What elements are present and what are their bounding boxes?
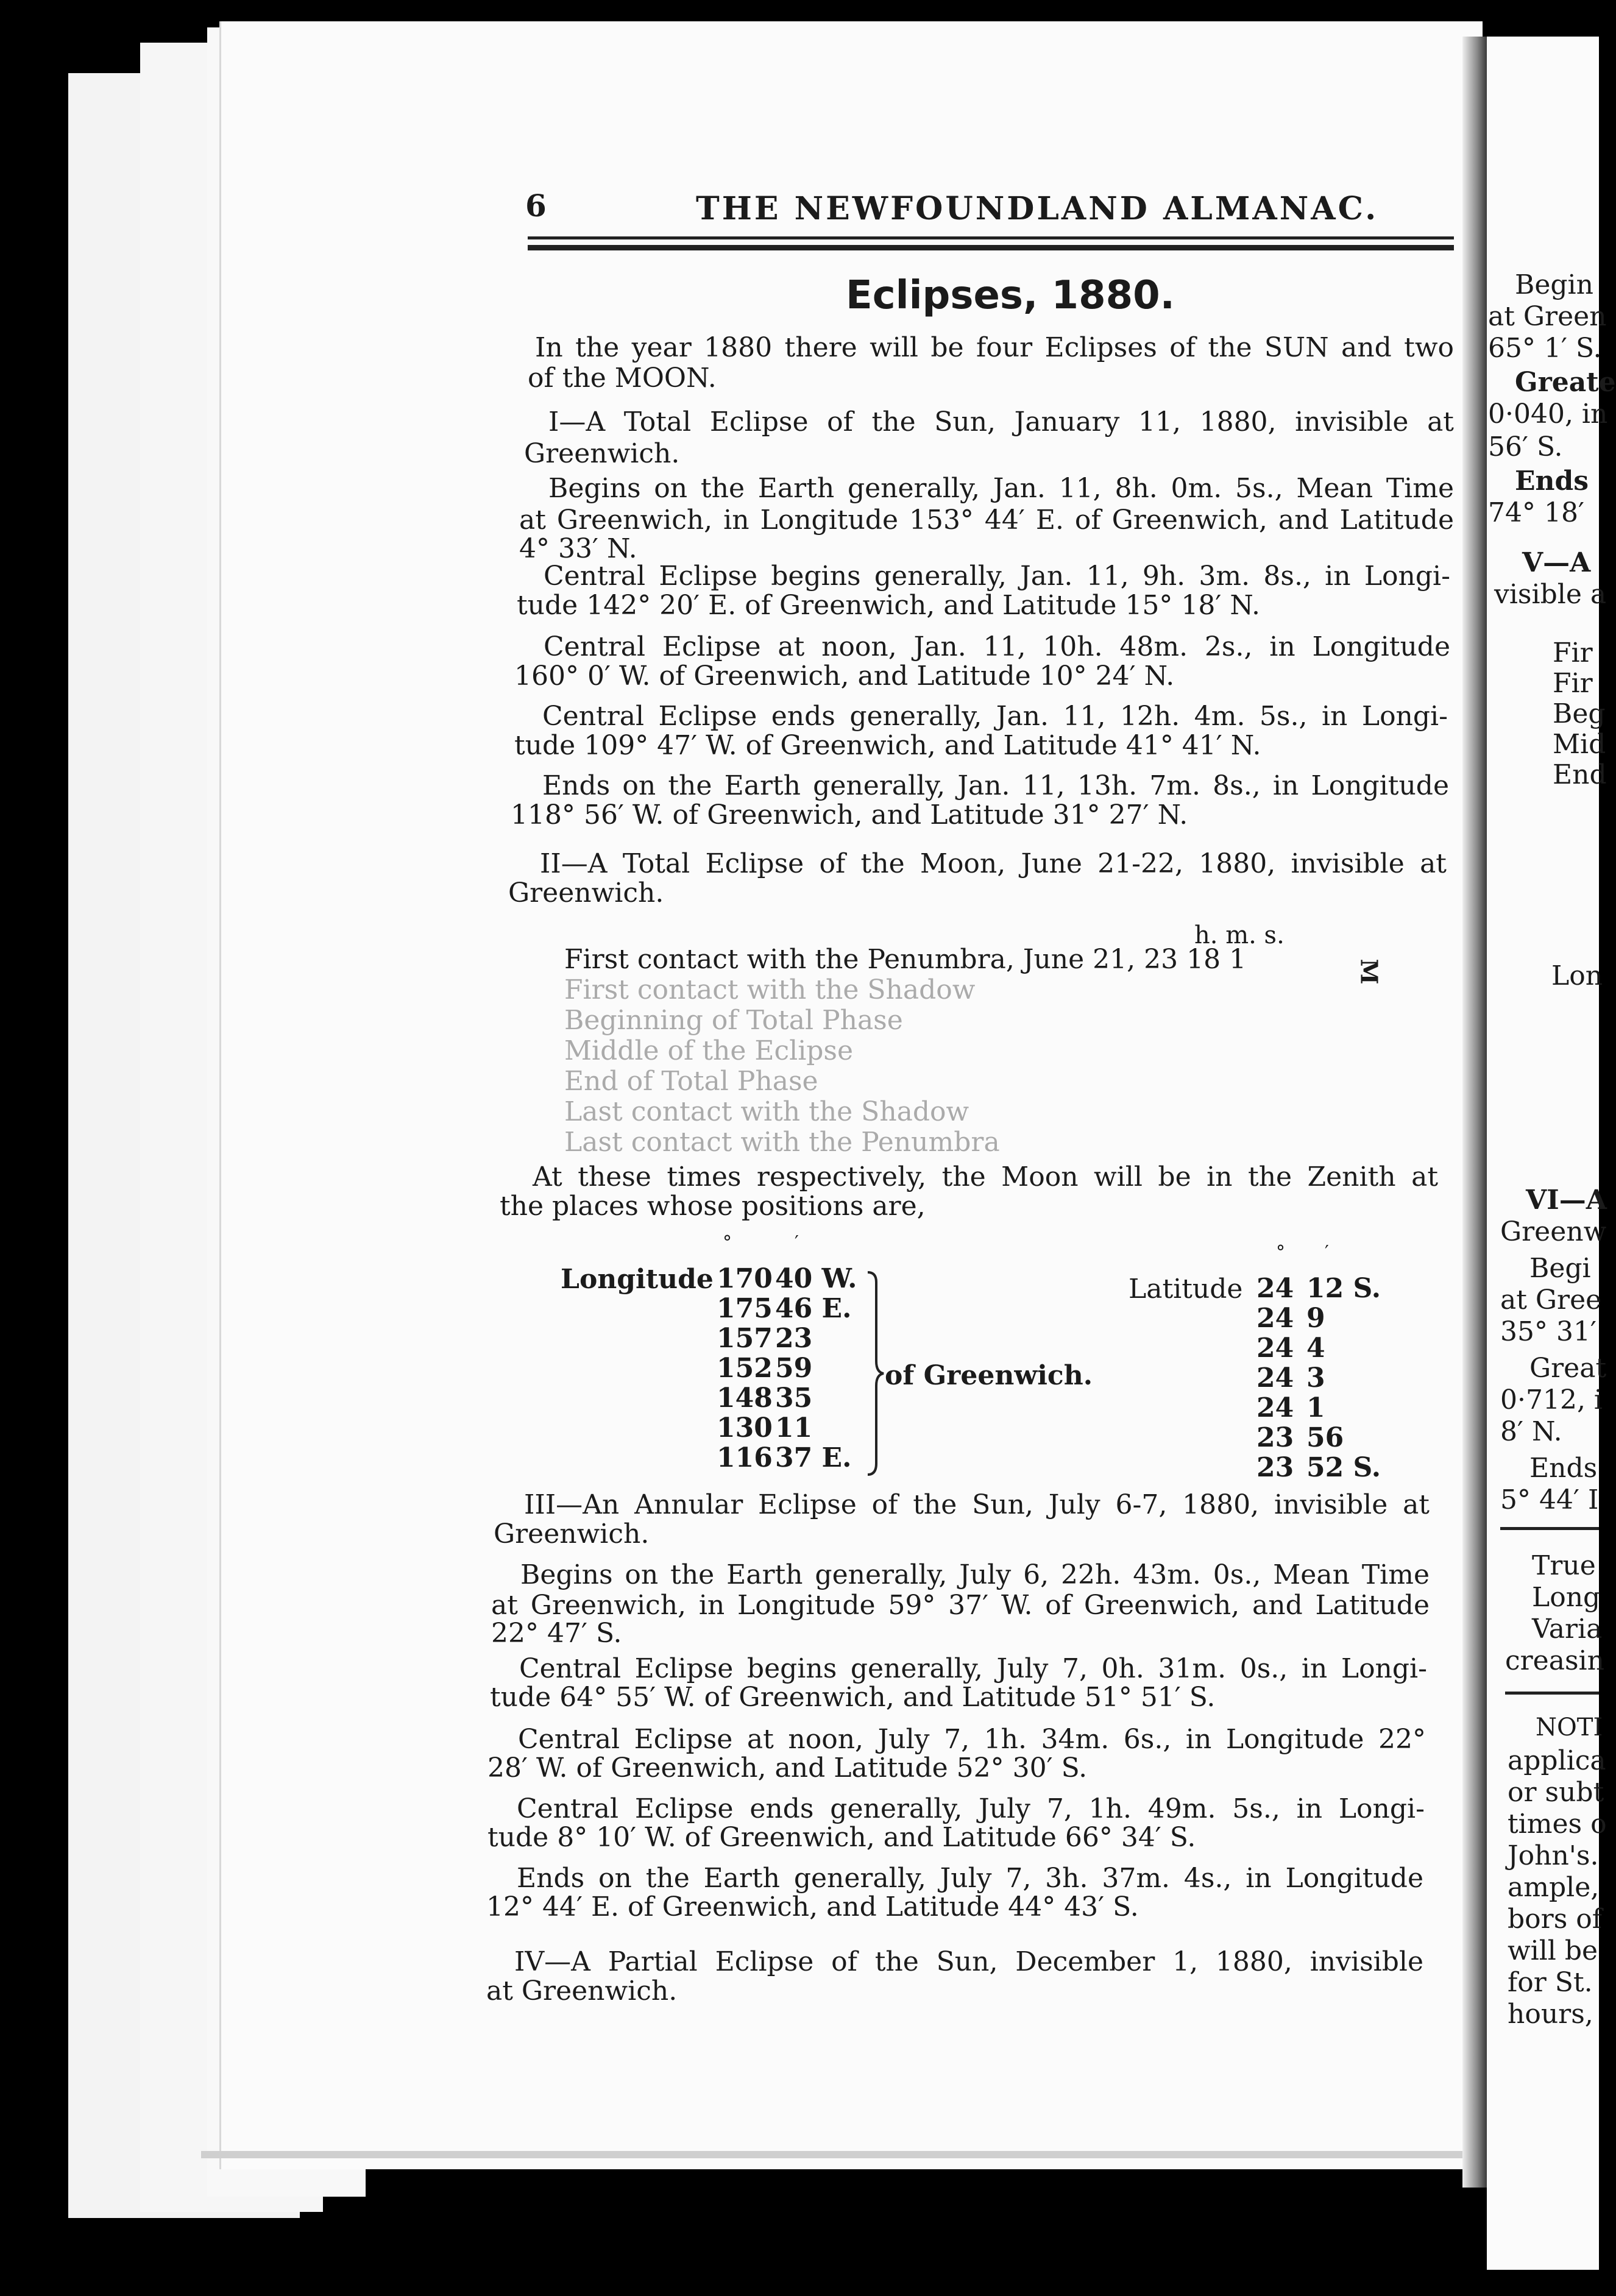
text-line: the places whose positions are,	[500, 1191, 926, 1222]
text-line: Central Eclipse at noon, Jan. 11, 10h. 48m. 2s., in Longitude	[544, 631, 1450, 662]
minute-symbol: ′	[1325, 1242, 1329, 1263]
latitude-degrees	[1256, 1273, 1294, 1483]
eclipse-3-central-begins	[490, 1654, 1427, 1711]
page-bottom-edge	[201, 2151, 1487, 2158]
text-line: 4° 33′ N.	[519, 533, 637, 564]
facing-text: 0·040, in	[1488, 399, 1608, 430]
text-line: Ends on the Earth generally, Jan. 11, 13h. 7m. 8s., in Longitude	[542, 770, 1449, 801]
longitude-degrees	[717, 1263, 773, 1473]
table-cell: 40 W.	[775, 1263, 857, 1294]
table-cell: 170	[717, 1263, 773, 1294]
eclipse-3-begins	[491, 1559, 1430, 1649]
facing-text: 56′ S.	[1488, 431, 1563, 462]
facing-text: Beg	[1553, 698, 1606, 729]
contact-row: Last contact with the Penumbra	[564, 1127, 1000, 1158]
facing-text: 74° 18′	[1488, 497, 1584, 528]
page-title: Eclipses, 1880.	[846, 273, 1175, 318]
table-cell: 52 S.	[1306, 1452, 1381, 1483]
text-line: Central Eclipse ends generally, July 7, 1h. 49m. 5s., in Longi-	[517, 1793, 1425, 1824]
text-line: tude 142° 20′ E. of Greenwich, and Latitude 15° 18′ N.	[517, 590, 1261, 621]
minute-symbol: ′	[795, 1232, 799, 1253]
eclipse-3-ends	[486, 1863, 1423, 1921]
text-line: Greenwich.	[494, 1518, 650, 1550]
facing-text: creasin	[1505, 1645, 1604, 1676]
facing-text: or subt	[1508, 1777, 1604, 1808]
contact-row: Last contact with the Shadow	[564, 1096, 969, 1127]
table-cell: 148	[717, 1383, 773, 1414]
facing-text: Lon	[1551, 960, 1603, 991]
contact-row: Beginning of Total Phase	[564, 1005, 903, 1036]
eclipse-1-begins	[519, 473, 1454, 562]
table-cell: 9	[1306, 1303, 1325, 1334]
text-line: Begins on the Earth generally, July 6, 22h. 43m. 0s., Mean Time	[520, 1559, 1430, 1590]
contact-row: End of Total Phase	[564, 1066, 818, 1097]
facing-text: Ends	[1529, 1453, 1598, 1484]
contact-row: First contact with the Penumbra, June 21, 23 18 1	[564, 944, 1247, 975]
eclipse-1-central-ends	[514, 701, 1448, 759]
section-rule	[1500, 1527, 1599, 1530]
text-line: tude 8° 10′ W. of Greenwich, and Latitude 66° 34′ S.	[487, 1822, 1196, 1853]
table-cell: 1	[1306, 1392, 1325, 1423]
text-line: Central Eclipse begins generally, July 7, 0h. 31m. 0s., in Longi-	[519, 1653, 1427, 1684]
table-cell: 3	[1306, 1362, 1325, 1394]
text-line: 12° 44′ E. of Greenwich, and Latitude 44° 43′ S.	[486, 1891, 1139, 1922]
table-cell: 59	[775, 1353, 813, 1384]
facing-text: ample,	[1508, 1872, 1600, 1903]
contact-row: Middle of the Eclipse	[564, 1035, 854, 1066]
text-line: Central Eclipse begins generally, Jan. 11, 9h. 3m. 8s., in Longi-	[544, 561, 1450, 592]
margin-mark: M	[1355, 958, 1383, 985]
eclipse-4-heading	[486, 1946, 1423, 2005]
facing-text: for St.	[1508, 1967, 1593, 1998]
eclipse-3-heading	[494, 1489, 1430, 1548]
text-line: at Greenwich, in Longitude 59° 37′ W. of Greenwich, and Latitude	[491, 1590, 1430, 1621]
eclipse-1-central-begins	[517, 561, 1450, 619]
facing-text: 8′ N.	[1500, 1416, 1562, 1447]
degree-symbol: °	[1276, 1242, 1285, 1263]
text-line: In the year 1880 there will be four Eclipses of the SUN and two	[535, 332, 1454, 363]
table-cell: 175	[717, 1293, 773, 1324]
facing-text: will be	[1508, 1935, 1598, 1966]
facing-text: Begin	[1515, 269, 1593, 300]
text-line: I—A Total Eclipse of the Sun, January 11, 1880, invisible at	[548, 406, 1454, 438]
text-line: 28′ W. of Greenwich, and Latitude 52° 30′ S.	[487, 1752, 1088, 1784]
eclipse-1-heading	[524, 405, 1454, 468]
facing-text: hours,	[1508, 1999, 1593, 2030]
eclipse-3-central-noon	[487, 1724, 1426, 1782]
text-line: IV—A Partial Eclipse of the Sun, December 1, 1880, invisible	[514, 1946, 1423, 1977]
table-cell: 24	[1256, 1392, 1294, 1423]
brace	[863, 1270, 887, 1477]
zenith-paragraph	[500, 1161, 1438, 1220]
longitude-minutes	[775, 1264, 857, 1473]
table-cell: 24	[1256, 1273, 1294, 1304]
table-cell: 37 E.	[775, 1442, 852, 1473]
contact-row: First contact with the Shadow	[564, 974, 976, 1005]
facing-text: 35° 31′	[1500, 1316, 1597, 1347]
table-cell: 56	[1306, 1422, 1344, 1453]
of-greenwich-label: of Greenwich.	[885, 1360, 1093, 1391]
facing-text: Great	[1529, 1353, 1607, 1384]
facing-text: End	[1553, 759, 1607, 790]
latitude-minutes	[1306, 1274, 1381, 1483]
text-line: 22° 47′ S.	[491, 1618, 622, 1649]
facing-text: at Green	[1488, 301, 1607, 332]
running-title: THE NEWFOUNDLAND ALMANAC.	[696, 190, 1379, 227]
section-rule	[1505, 1692, 1599, 1695]
facing-text: visible a	[1494, 579, 1607, 610]
table-cell: 46 E.	[775, 1293, 852, 1324]
time-units-header: h. m. s.	[1194, 921, 1285, 949]
facing-text: V—A	[1522, 547, 1591, 578]
facing-text: NOTI	[1536, 1713, 1603, 1741]
facing-text: Greate	[1515, 367, 1616, 398]
table-cell: 24	[1256, 1303, 1294, 1334]
text-line: 160° 0′ W. of Greenwich, and Latitude 10° 24′ N.	[514, 661, 1175, 692]
page-number: 6	[525, 188, 547, 224]
table-cell: 35	[775, 1383, 813, 1414]
table-cell: 12 S.	[1306, 1273, 1381, 1304]
facing-text: Varia	[1532, 1614, 1603, 1645]
table-cell: 116	[717, 1442, 773, 1473]
facing-text: Ends	[1515, 466, 1589, 497]
facing-text: Fir	[1553, 637, 1593, 668]
text-line: At these times respectively, the Moon will be in the Zenith at	[533, 1161, 1438, 1192]
text-line: Ends on the Earth generally, July 7, 3h. 37m. 4s., in Longitude	[517, 1863, 1423, 1894]
facing-text: Fir	[1553, 668, 1593, 699]
eclipse-2-heading	[508, 848, 1447, 907]
header-rule	[528, 245, 1454, 250]
facing-text: times o	[1508, 1809, 1607, 1840]
table-cell: 4	[1306, 1333, 1325, 1364]
facing-text: 65° 1′ S.	[1488, 333, 1602, 364]
text-line: 118° 56′ W. of Greenwich, and Latitude 31° 27′ N.	[511, 799, 1188, 831]
text-line: at Greenwich.	[486, 1975, 678, 2007]
facing-text: John's.	[1508, 1840, 1599, 1871]
book-gutter	[1462, 37, 1487, 2188]
facing-text: applica	[1508, 1745, 1606, 1776]
facing-text: True	[1532, 1550, 1596, 1581]
table-cell: 23	[1256, 1452, 1294, 1483]
table-cell: 23	[1256, 1422, 1294, 1453]
facing-text: Greenw	[1500, 1216, 1607, 1247]
text-line: tude 109° 47′ W. of Greenwich, and Latitude 41° 41′ N.	[514, 730, 1261, 761]
eclipse-3-central-ends	[487, 1794, 1425, 1851]
table-cell: 24	[1256, 1362, 1294, 1394]
text-line: Begins on the Earth generally, Jan. 11, 8h. 0m. 5s., Mean Time	[548, 473, 1454, 504]
text-line: at Greenwich, in Longitude 153° 44′ E. of Greenwich, and Latitude	[519, 505, 1454, 536]
contact-list	[564, 944, 1246, 1158]
text-line: Central Eclipse ends generally, Jan. 11, 12h. 4m. 5s., in Longi-	[542, 701, 1448, 732]
intro-paragraph	[528, 330, 1454, 394]
table-cell: 11	[775, 1412, 813, 1444]
table-cell: 24	[1256, 1333, 1294, 1364]
table-cell: 23	[775, 1323, 813, 1354]
facing-text: 0·712, i	[1500, 1384, 1603, 1416]
text-line: tude 64° 55′ W. of Greenwich, and Latitude 51° 51′ S.	[490, 1682, 1216, 1713]
latitude-label: Latitude	[1129, 1274, 1243, 1305]
text-line: Greenwich.	[524, 438, 680, 469]
header-rule	[528, 236, 1454, 239]
facing-text: 5° 44′ I	[1500, 1484, 1599, 1515]
text-line: II—A Total Eclipse of the Moon, June 21-22, 1880, invisible at	[540, 848, 1447, 879]
text-line: III—An Annular Eclipse of the Sun, July 6-7, 1880, invisible at	[524, 1489, 1430, 1520]
table-cell: 152	[717, 1353, 773, 1384]
facing-text: Begi	[1529, 1253, 1591, 1284]
text-line: Central Eclipse at noon, July 7, 1h. 34m. 6s., in Longitude 22°	[518, 1724, 1426, 1755]
eclipse-1-ends	[511, 770, 1449, 829]
text-line: Greenwich.	[508, 877, 664, 909]
table-cell: 130	[717, 1412, 773, 1444]
facing-text: bors of	[1508, 1904, 1603, 1935]
text-line: of the MOON.	[528, 363, 717, 394]
eclipse-1-central-noon	[514, 631, 1450, 690]
facing-text: Long	[1532, 1582, 1601, 1613]
facing-text: at Gree	[1500, 1284, 1602, 1316]
table-cell: 157	[717, 1323, 773, 1354]
degree-symbol: °	[723, 1232, 732, 1253]
facing-text: Mid	[1553, 729, 1606, 760]
longitude-label: Longitude	[561, 1264, 714, 1295]
facing-text: VI—A	[1526, 1185, 1607, 1216]
